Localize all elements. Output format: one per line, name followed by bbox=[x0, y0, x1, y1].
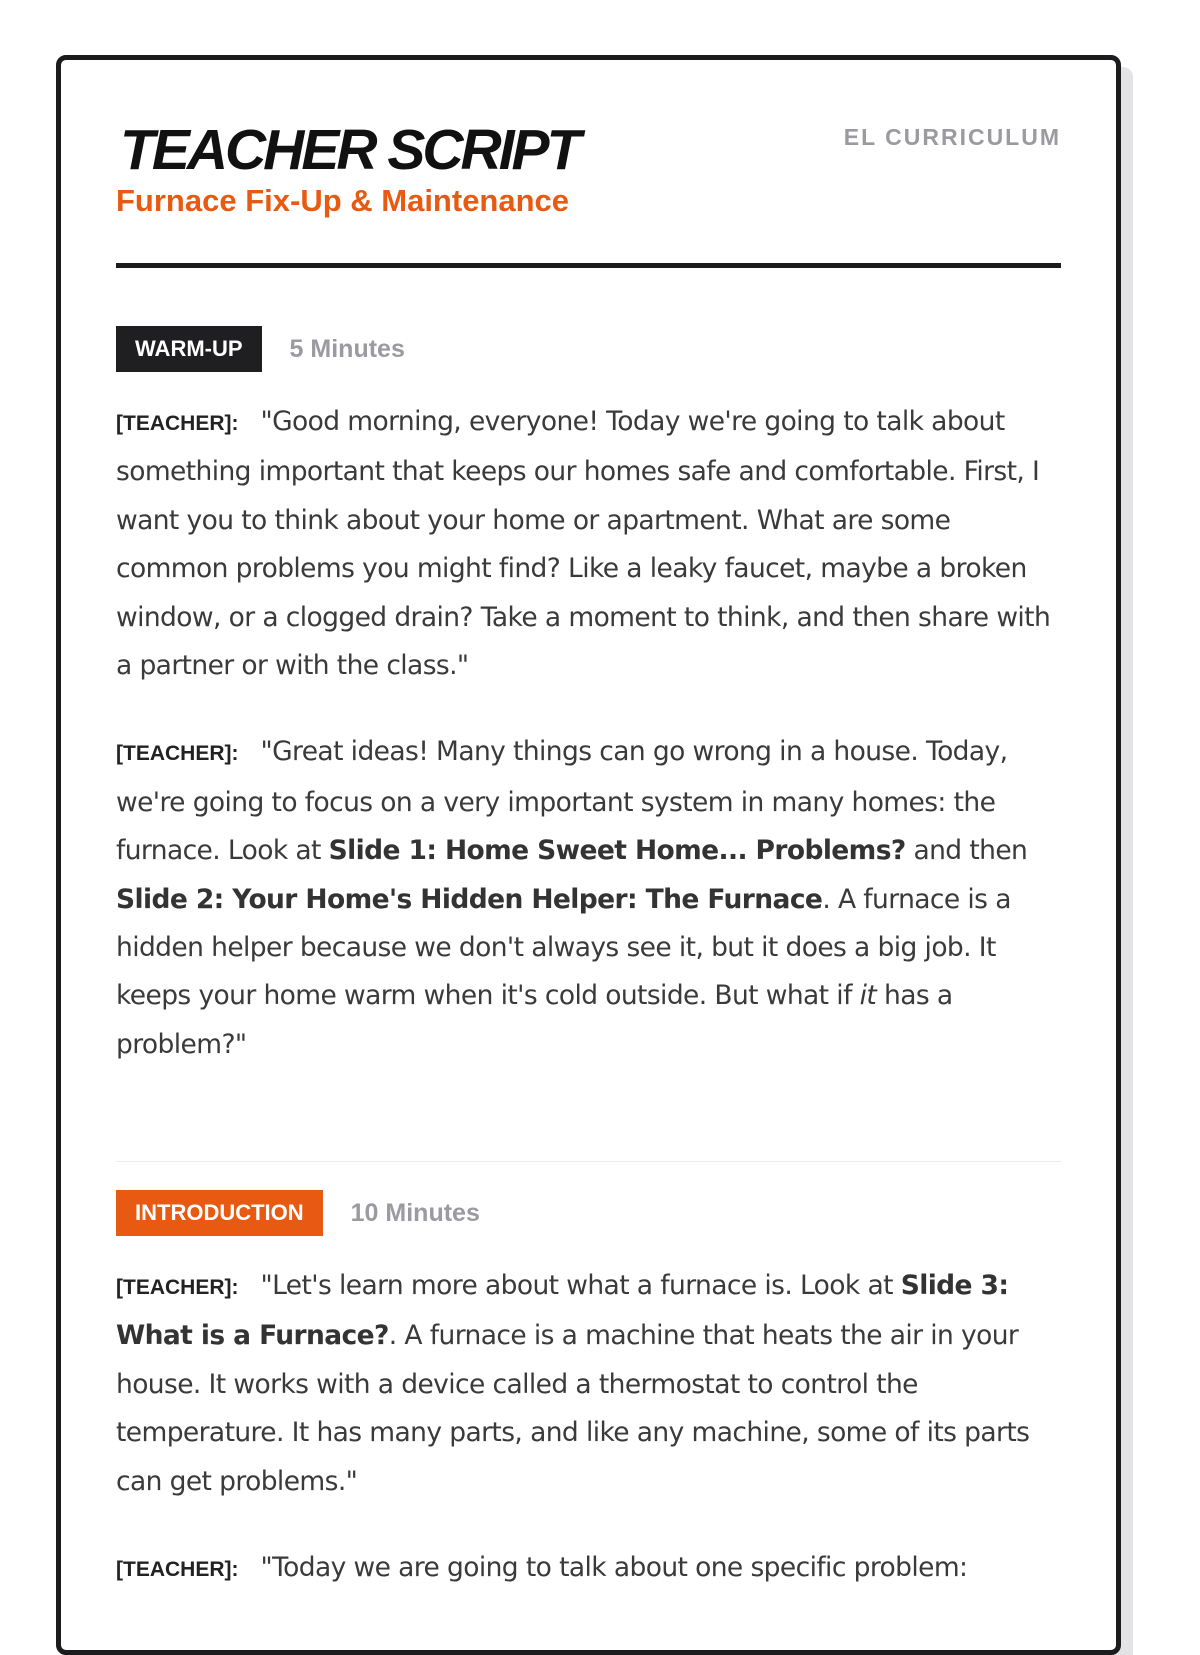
page-title: TEACHER SCRIPT bbox=[120, 118, 579, 182]
section-divider bbox=[116, 1161, 1061, 1162]
paragraph-text: has a problem?" bbox=[116, 980, 953, 1060]
paragraph-text: "Today we are going to talk about one specific problem: bbox=[260, 1552, 968, 1584]
speaker-label: [TEACHER]: bbox=[116, 412, 239, 435]
paragraph-text: . A furnace is a hidden helper because we don't always see it, but it does a big job. It keeps your home warm when it's cold outside. But what if bbox=[116, 883, 1011, 1012]
script-paragraph bbox=[116, 398, 1061, 690]
paragraph-text: "Great ideas! Many things can go wrong in a house. Today, we're going to focus on a very important system in many homes: the furnace. Look at bbox=[116, 736, 1008, 867]
section-badge: INTRODUCTION bbox=[116, 1190, 323, 1236]
script-card bbox=[56, 55, 1121, 1655]
section-introduction bbox=[116, 1190, 1061, 1594]
speaker-label: [TEACHER]: bbox=[116, 1276, 239, 1299]
section-duration: 5 Minutes bbox=[289, 334, 405, 363]
script-paragraph bbox=[116, 1544, 1061, 1594]
script-paragraph bbox=[116, 1262, 1061, 1506]
speaker-label: [TEACHER]: bbox=[116, 1558, 239, 1582]
paragraph-text: and then bbox=[905, 835, 1028, 867]
script-paragraph bbox=[116, 728, 1061, 1069]
emphasis-text: it bbox=[859, 980, 877, 1012]
section-badge: WARM-UP bbox=[116, 326, 262, 372]
paragraph-text: . A furnace is a machine that heats the air in your house. It works with a device called a thermostat to control the temperature. It has many parts, and like any machine, some of its parts can get problems." bbox=[116, 1320, 1030, 1497]
paragraph-text: "Good morning, everyone! Today we're going to talk about something important that keeps our homes safe and comfortable. First, I want you to think about your home or apartment. What are some common problems you might find? Like a leaky faucet, maybe a broken window, or a clogged drain? Take a moment to think, and then share with a partner or with the class." bbox=[116, 406, 1051, 682]
section-duration: 10 Minutes bbox=[350, 1198, 480, 1227]
page-subtitle: Furnace Fix-Up & Maintenance bbox=[116, 183, 570, 218]
slide-reference: Slide 3: What is a Furnace? bbox=[116, 1270, 1009, 1352]
brand-label: EL CURRICULUM bbox=[843, 124, 1061, 150]
slide-reference: Slide 1: Home Sweet Home... Problems? bbox=[328, 835, 906, 867]
section-warm-up bbox=[116, 326, 1061, 1069]
speaker-label: [TEACHER]: bbox=[116, 742, 239, 766]
header-rule bbox=[116, 263, 1061, 268]
section-header bbox=[116, 326, 1061, 372]
section-header bbox=[116, 1190, 1061, 1236]
paragraph-text: "Let's learn more about what a furnace is. Look at bbox=[260, 1270, 901, 1301]
slide-reference: Slide 2: Your Home's Hidden Helper: The Furnace bbox=[116, 883, 823, 915]
